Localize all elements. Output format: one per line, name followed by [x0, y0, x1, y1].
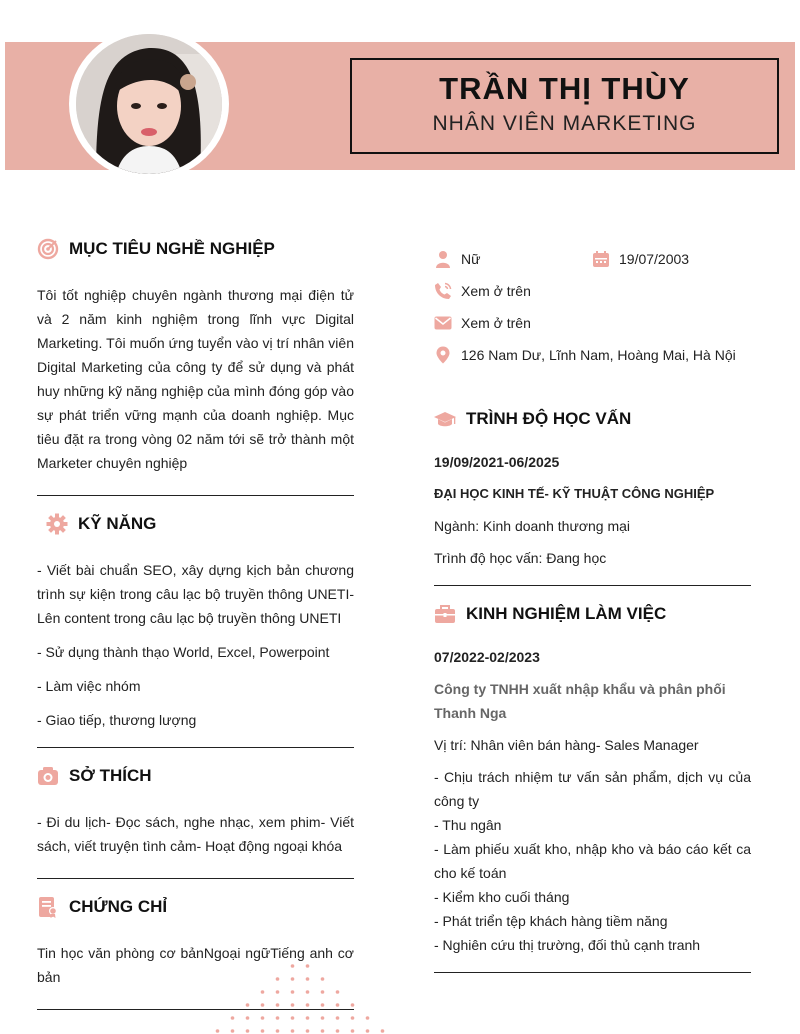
education-title: TRÌNH ĐỘ HỌC VẤN	[466, 409, 632, 428]
skill-item: - Làm việc nhóm	[37, 678, 141, 694]
skills-heading	[46, 513, 156, 535]
name-box	[350, 58, 779, 154]
avatar	[76, 34, 222, 174]
divider	[434, 585, 751, 586]
skills-title: KỸ NĂNG	[78, 514, 157, 533]
experience-title: KINH NGHIỆM LÀM VIỆC	[466, 604, 667, 623]
hobbies-title: SỞ THÍCH	[69, 766, 152, 785]
calendar-icon	[592, 250, 610, 268]
education-level: Trình độ học vấn: Đang học	[434, 550, 607, 566]
duty-item: - Kiểm kho cuối tháng	[434, 889, 570, 905]
experience-period: 07/2022-02/2023	[434, 649, 540, 665]
skill-item: - Sử dụng thành thạo World, Excel, Powerpoint	[37, 644, 330, 660]
divider	[37, 747, 354, 748]
phone-row	[434, 282, 531, 300]
email-value: Xem ở trên	[461, 315, 531, 331]
skill-item: - Viết bài chuẩn SEO, xây dựng kịch bản chương trình sự kiện trong câu lạc bộ truyền thông UNETI- Lên content trong câu lạc bộ truyền thông UNETI	[37, 562, 354, 626]
objective-title: MỤC TIÊU NGHỀ NGHIỆP	[69, 239, 275, 258]
candidate-title: NHÂN VIÊN MARKETING	[432, 112, 697, 135]
divider	[37, 495, 354, 496]
phone-value: Xem ở trên	[461, 283, 531, 299]
graduation-cap-icon	[434, 408, 456, 430]
experience-position: Vị trí: Nhân viên bán hàng- Sales Manager	[434, 737, 699, 753]
divider	[434, 972, 751, 973]
gender-value: Nữ	[461, 251, 481, 267]
certificate-icon	[37, 896, 59, 918]
hobbies-heading	[37, 765, 152, 787]
person-icon	[434, 250, 452, 268]
address-value: 126 Nam Dư, Lĩnh Nam, Hoàng Mai, Hà Nội	[461, 347, 736, 363]
certificates-title: CHỨNG CHỈ	[69, 897, 168, 916]
target-icon	[37, 238, 59, 260]
certificates-text: Tin học văn phòng cơ bảnNgoại ngữTiếng anh cơ bản	[37, 945, 354, 985]
education-major: Ngành: Kinh doanh thương mại	[434, 518, 631, 534]
divider	[37, 878, 354, 879]
duty-item: - Thu ngân	[434, 817, 502, 833]
duty-item: - Chịu trách nhiệm tư vấn sản phẩm, dịch vụ của công ty	[434, 769, 751, 809]
skill-item: - Giao tiếp, thương lượng	[37, 712, 197, 728]
address-row	[434, 346, 736, 364]
certificates-heading	[37, 896, 167, 918]
duty-item: - Phát triển tệp khách hàng tiềm năng	[434, 913, 668, 929]
experience-company: Công ty TNHH xuất nhập khẩu và phân phối Thanh Nga	[434, 681, 726, 721]
candidate-name: TRẦN THỊ THÙY	[439, 71, 690, 106]
objective-text: Tôi tốt nghiệp chuyên ngành thương mại điện tử và 2 năm kinh nghiệm trong lĩnh vực Digital Marketing. Tôi muốn ứng tuyển vào vị trí nhân viên Digital Marketing của công ty để sử dụng và phát huy những kỹ năng nghiệp của mình đóng góp vào sự phát triển vững mạnh của doanh nghiệp. Mục tiêu đặt ra trong vòng 02 năm tới sẽ trở thành một Marketer chuyên nghiệp	[37, 287, 354, 471]
experience-heading	[434, 603, 666, 625]
hobbies-text: - Đi du lịch- Đọc sách, nghe nhạc, xem phim- Viết sách, viết truyện tình cảm- Hoạt động ngoại khóa	[37, 814, 354, 854]
email-icon	[434, 314, 452, 332]
briefcase-icon	[434, 603, 456, 625]
phone-icon	[434, 282, 452, 300]
decorative-dot-pattern	[205, 962, 395, 1034]
objective-heading	[37, 238, 275, 260]
gender-row	[434, 250, 480, 268]
email-row	[434, 314, 531, 332]
education-school: ĐẠI HỌC KINH TẾ- KỸ THUẬT CÔNG NGHIỆP	[434, 486, 715, 501]
education-period: 19/09/2021-06/2025	[434, 454, 560, 470]
dob-value: 19/07/2003	[619, 251, 690, 267]
duty-item: - Nghiên cứu thị trường, đối thủ cạnh tranh	[434, 937, 701, 953]
education-heading	[434, 408, 631, 430]
location-icon	[434, 346, 452, 364]
duty-item: - Làm phiếu xuất kho, nhập kho và báo cáo kết ca cho kế toán	[434, 841, 751, 881]
gear-icon	[46, 513, 68, 535]
dob-row	[592, 250, 689, 268]
camera-icon	[37, 765, 59, 787]
